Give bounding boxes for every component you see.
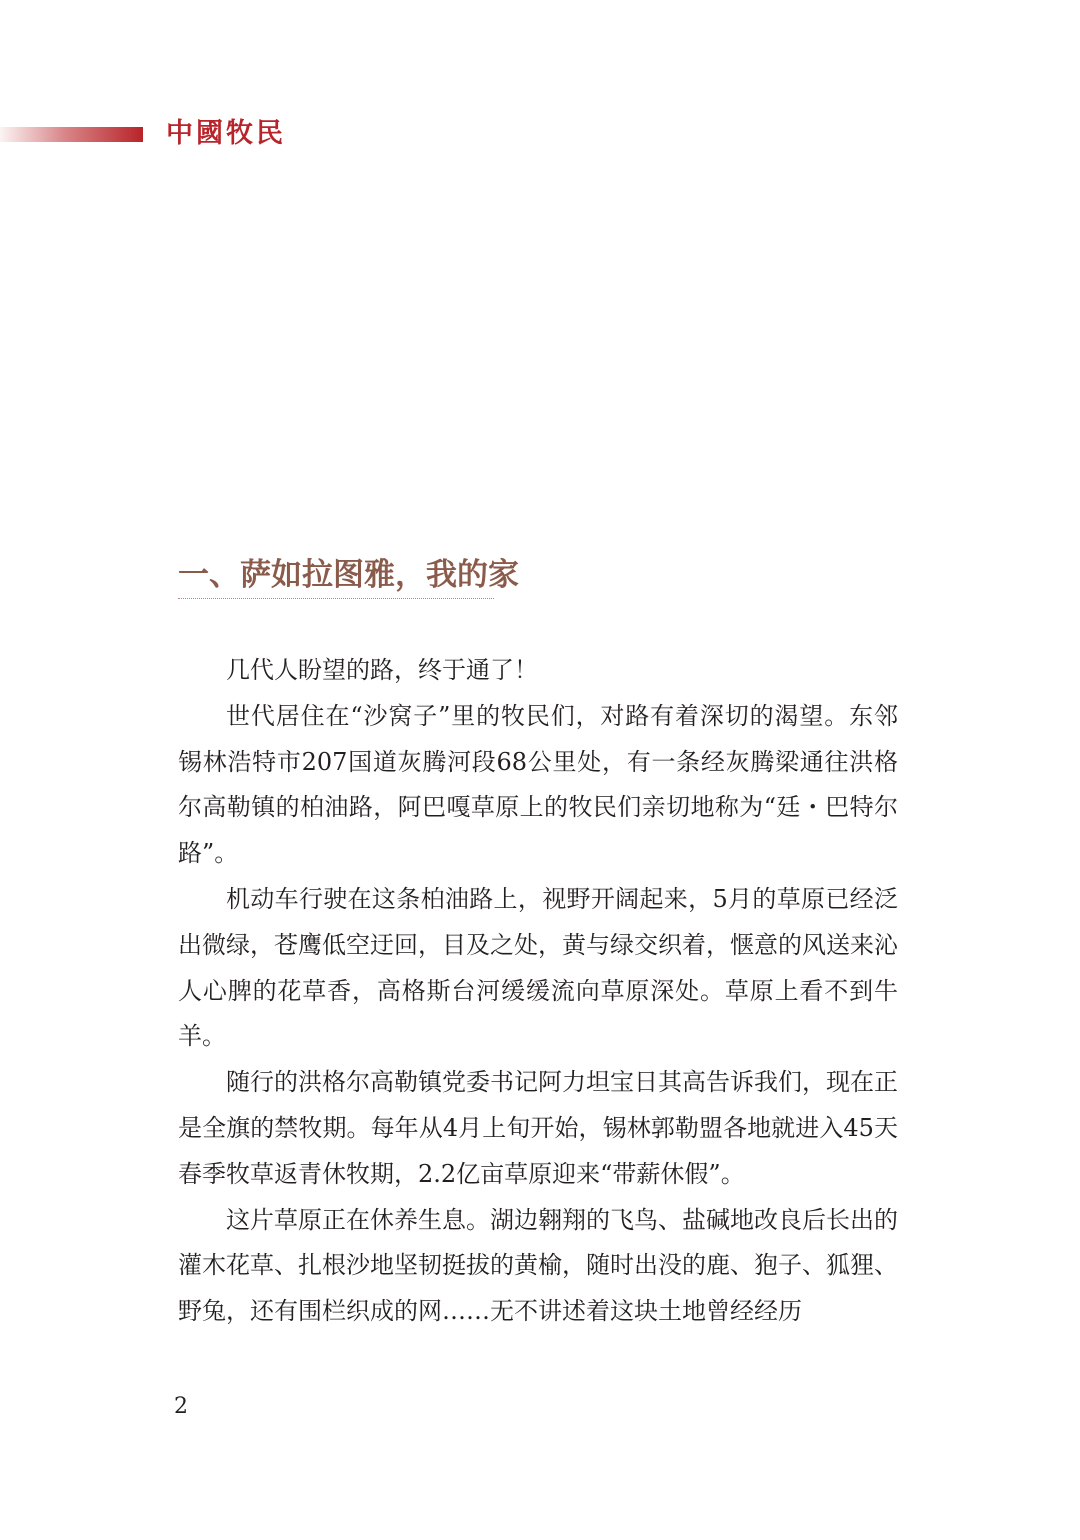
paragraph: 这片草原正在休养生息。湖边翱翔的飞鸟、盐碱地改良后长出的灌木花草、扎根沙地坚韧挺拔的黄榆，随时出没的鹿、狍子、狐狸、野兔，还有围栏织成的网……无不讲述着这块土地曾经经历 <box>178 1205 898 1326</box>
body-text <box>178 648 898 1335</box>
heading-dotted-rule <box>178 598 494 599</box>
paragraph: 随行的洪格尔高勒镇党委书记阿力坦宝日其高告诉我们，现在正是全旗的禁牧期。每年从4月上旬开始，锡林郭勒盟各地就进入45天春季牧草返青休牧期，2.2亿亩草原迎来“带薪休假”。 <box>178 1068 898 1188</box>
header-accent-bar <box>0 127 143 142</box>
paragraph: 世代居住在“沙窝子”里的牧民们，对路有着深切的渴望。东邻锡林浩特市207国道灰腾河段68公里处，有一条经灰腾梁通往洪格尔高勒镇的柏油路，阿巴嘎草原上的牧民们亲切地称为“廷・巴特尔路”。 <box>178 701 898 868</box>
paragraph: 几代人盼望的路，终于通了！ <box>226 656 538 684</box>
page-number: 2 <box>174 1394 188 1419</box>
paragraph: 机动车行驶在这条柏油路上，视野开阔起来，5月的草原已经泛出微绿，苍鹰低空迂回，目及之处，黄与绿交织着，惬意的风送来沁人心脾的花草香，高格斯台河缓缓流向草原深处。草原上看不到牛羊。 <box>178 884 898 1051</box>
running-header-title: 中國牧民 <box>166 118 286 149</box>
section-heading: 一、萨如拉图雅，我的家 <box>178 557 519 593</box>
